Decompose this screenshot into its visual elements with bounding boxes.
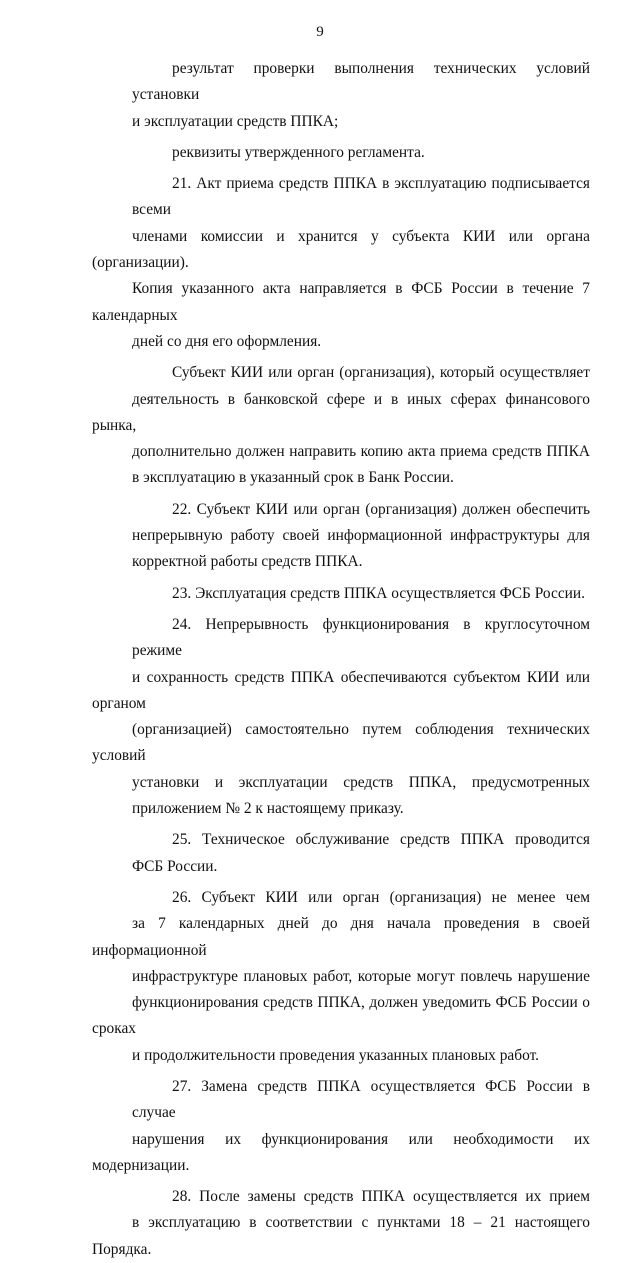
page-number: 9 bbox=[316, 24, 324, 40]
document-body bbox=[92, 56, 590, 1263]
text-line: дополнительно должен направить копию акта приема средств ППКА bbox=[132, 443, 590, 461]
text-line: инфраструктуре плановых работ, которые могут повлечь нарушение bbox=[132, 967, 590, 985]
text-line: приложением № 2 к настоящему приказу. bbox=[132, 800, 404, 818]
paragraph-25 bbox=[92, 827, 590, 880]
text-line: членами комиссии и хранится у субъекта КИИ или органа (организации). bbox=[92, 227, 590, 272]
paragraph-22 bbox=[92, 497, 590, 576]
text-line: деятельность в банковской сфере и в иных сферах финансового рынка, bbox=[92, 390, 590, 434]
text-line: реквизиты утвержденного регламента. bbox=[172, 143, 425, 161]
text-line: результат проверки выполнения технических условий установки bbox=[132, 60, 590, 104]
text-line: Копия указанного акта направляется в ФСБ России в течение 7 календарных bbox=[92, 280, 590, 324]
paragraph-28 bbox=[92, 1184, 590, 1263]
text-line: 25. Техническое обслуживание средств ППКА проводится ФСБ России. bbox=[132, 831, 590, 875]
paragraph-regulation-details bbox=[92, 140, 590, 166]
text-line: и продолжительности проведения указанных плановых работ. bbox=[132, 1046, 539, 1064]
paragraph-26 bbox=[92, 885, 590, 1069]
paragraph-21 bbox=[92, 171, 590, 355]
text-line: корректной работы средств ППКА. bbox=[132, 553, 363, 571]
text-line: за 7 календарных дней до дня начала проведения в своей информационной bbox=[92, 915, 590, 959]
paragraph-inspection-result bbox=[92, 56, 590, 135]
text-line: 23. Эксплуатация средств ППКА осуществляется ФСБ России. bbox=[172, 584, 585, 602]
text-line: в эксплуатацию в соответствии с пунктами 18 – 21 настоящего Порядка. bbox=[92, 1214, 590, 1258]
text-line: Субъект КИИ или орган (организация), который осуществляет bbox=[172, 364, 590, 382]
text-line: нарушения их функционирования или необходимости их модернизации. bbox=[92, 1130, 590, 1174]
text-line: непрерывную работу своей информационной инфраструктуры для bbox=[132, 527, 590, 545]
text-line: установки и эксплуатации средств ППКА, предусмотренных bbox=[132, 773, 590, 791]
text-line: 28. После замены средств ППКА осуществляется их прием bbox=[172, 1188, 590, 1206]
text-line: и сохранность средств ППКА обеспечиваются субъектом КИИ или органом bbox=[92, 668, 590, 712]
text-line: дней со дня его оформления. bbox=[132, 332, 322, 350]
text-line: 21. Акт приема средств ППКА в эксплуатацию подписывается всеми bbox=[132, 175, 590, 219]
paragraph-24 bbox=[92, 612, 590, 822]
text-line: и эксплуатации средств ППКА; bbox=[132, 112, 339, 130]
text-line: в эксплуатацию в указанный срок в Банк России. bbox=[132, 469, 454, 487]
paragraph-21-bank bbox=[92, 360, 590, 491]
text-line: (организацией) самостоятельно путем соблюдения технических условий bbox=[92, 721, 590, 765]
text-line: 26. Субъект КИИ или орган (организация) не менее чем bbox=[172, 888, 590, 906]
paragraph-27 bbox=[92, 1074, 590, 1179]
text-line: функционирования средств ППКА, должен уведомить ФСБ России о сроках bbox=[92, 994, 590, 1038]
text-line: 22. Субъект КИИ или орган (организация) должен обеспечить bbox=[172, 500, 590, 518]
paragraph-23 bbox=[92, 581, 590, 607]
text-line: 24. Непрерывность функционирования в круглосуточном режиме bbox=[132, 615, 590, 660]
text-line: 27. Замена средств ППКА осуществляется ФСБ России в случае bbox=[132, 1077, 590, 1122]
